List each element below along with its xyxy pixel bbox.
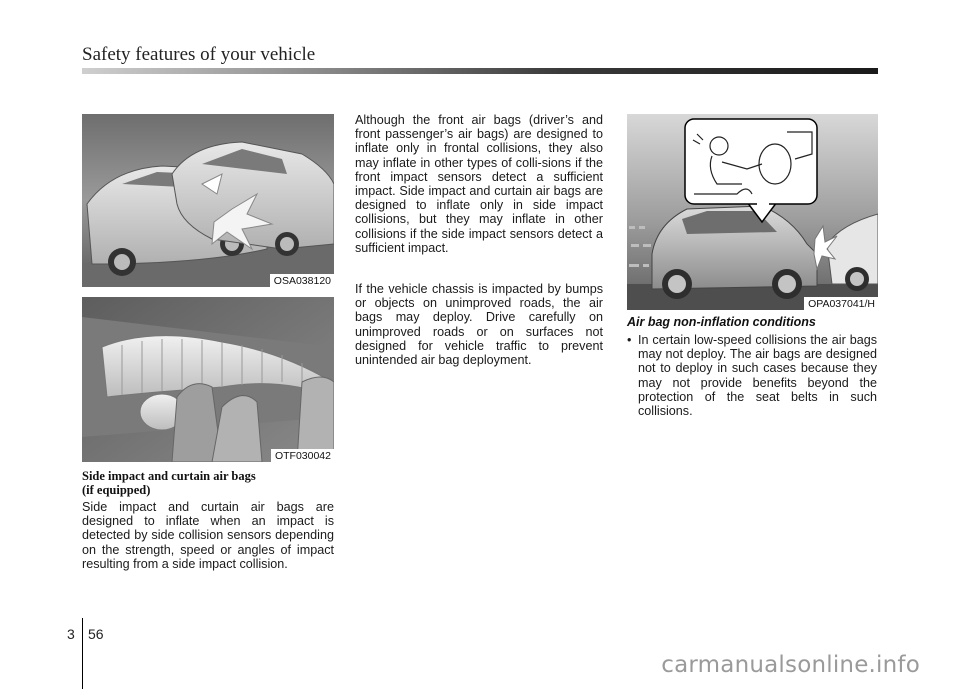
image-code-label: OTF030042 [271,449,334,462]
section-heading-note: (if equipped) [82,483,151,497]
bullet-mark: • [627,333,632,347]
image-code-label: OPA037041/H [804,297,878,310]
header-rule [82,68,878,74]
bullet-text: In certain low-speed collisions the air bags may not deploy. The air bags are designed not to deploy in such cases because they may not provide benefits beyond the protection of the seat belts in such collisions. [638,333,877,419]
side-collision-illustration [82,114,334,287]
watermark-text: carmanualsonline.info [661,652,920,678]
page-header-title: Safety features of your vehicle [82,44,316,65]
chassis-impact-paragraph: If the vehicle chassis is impacted by bumps or objects on unimproved roads, the air bags may deploy. Drive carefully on unimproved roads or on surfaces not designed for vehicle traffic to prevent unintended air bag deployment. [355,282,603,368]
non-inflation-heading: Air bag non-inflation conditions [627,315,816,329]
image-code-label: OSA038120 [270,274,334,287]
curtain-airbag-illustration [82,287,334,462]
low-speed-collision-illustration [627,114,878,310]
side-airbag-paragraph: Side impact and curtain air bags are designed to inflate when an impact is detected by side collision sensors depending on the strength, speed or angles of impact resulting from a side impact collision. [82,500,334,571]
page-number: 56 [88,626,104,642]
section-heading-line: Side impact and curtain air bags [82,469,256,483]
footer-divider [82,618,83,689]
non-inflation-bullet [627,333,877,418]
chapter-number: 3 [67,626,75,642]
front-airbag-paragraph: Although the front air bags (driver’s and front passenger’s air bags) are designed to inflate only in frontal collisions, they also may inflate in other types of colli-sions if the front impact sensors detect a sufficient impact. Side impact and curtain air bags are designed to inflate only in side impact collisions, but they may inflate in other collisions if the side impact sensors detect a sufficient impact. [355,113,603,255]
section-heading [82,469,334,497]
